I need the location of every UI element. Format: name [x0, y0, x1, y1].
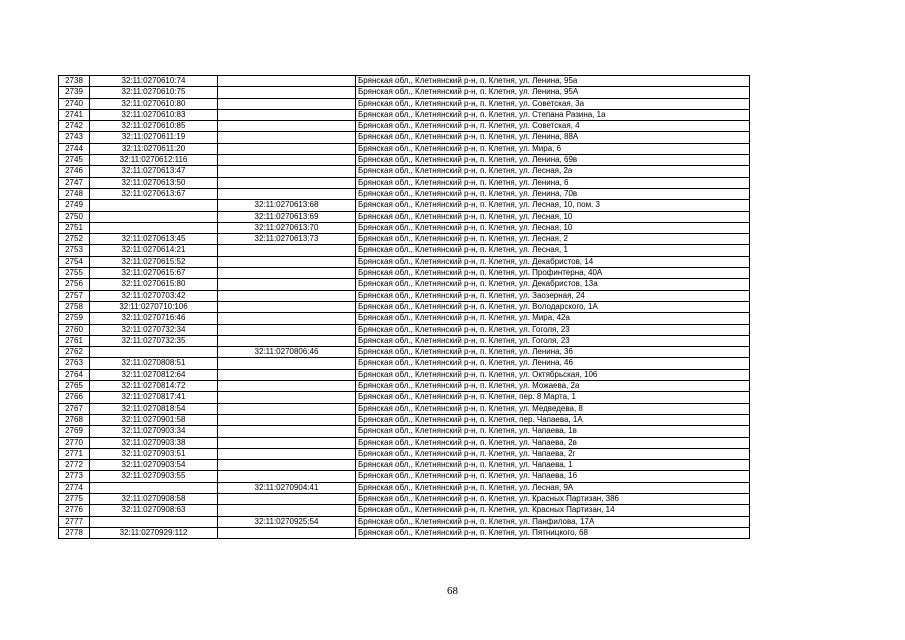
parent-cadastral-number-cell [218, 426, 356, 437]
parent-cadastral-number-cell [218, 87, 356, 98]
cadastral-number-cell: 32:11:0270615:80 [90, 279, 218, 290]
row-number-cell: 2747 [59, 177, 90, 188]
parent-cadastral-number-cell: 32:11:0270613:70 [218, 222, 356, 233]
row-number-cell: 2755 [59, 268, 90, 279]
cadastral-number-cell: 32:11:0270611:19 [90, 132, 218, 143]
cadastral-number-cell: 32:11:0270732:34 [90, 324, 218, 335]
parent-cadastral-number-cell [218, 143, 356, 154]
parent-cadastral-number-cell: 32:11:0270806:46 [218, 347, 356, 358]
cadastral-number-cell: 32:11:0270710:106 [90, 301, 218, 312]
cadastral-number-cell: 32:11:0270814:72 [90, 381, 218, 392]
table-row [59, 505, 750, 516]
table-row [59, 437, 750, 448]
address-cell: Брянская обл., Клетнянский р-н, п. Клетня, ул. Ленина, 88А [356, 132, 750, 143]
address-cell: Брянская обл., Клетнянский р-н, п. Клетня, ул. Можаева, 2а [356, 381, 750, 392]
cadastral-number-cell: 32:11:0270903:54 [90, 460, 218, 471]
row-number-cell: 2775 [59, 493, 90, 504]
cadastral-number-cell: 32:11:0270903:51 [90, 448, 218, 459]
address-cell: Брянская обл., Клетнянский р-н, п. Клетня, ул. Лесная, 10 [356, 222, 750, 233]
parent-cadastral-number-cell [218, 290, 356, 301]
table-row [59, 392, 750, 403]
row-number-cell: 2764 [59, 369, 90, 380]
cadastral-number-cell: 32:11:0270610:80 [90, 98, 218, 109]
address-cell: Брянская обл., Клетнянский р-н, п. Клетня, ул. Гоголя, 23 [356, 335, 750, 346]
table-row [59, 347, 750, 358]
row-number-cell: 2754 [59, 256, 90, 267]
table-row [59, 290, 750, 301]
row-number-cell: 2776 [59, 505, 90, 516]
row-number-cell: 2748 [59, 188, 90, 199]
address-cell: Брянская обл., Клетнянский р-н, п. Клетня, ул. Декабристов, 13а [356, 279, 750, 290]
table-body [59, 76, 750, 539]
cadastral-number-cell: 32:11:0270903:38 [90, 437, 218, 448]
table-row [59, 324, 750, 335]
address-cell: Брянская обл., Клетнянский р-н, п. Клетня, ул. Мира, 6 [356, 143, 750, 154]
table-row [59, 313, 750, 324]
row-number-cell: 2763 [59, 358, 90, 369]
parent-cadastral-number-cell [218, 279, 356, 290]
address-cell: Брянская обл., Клетнянский р-н, п. Клетня, ул. Ленина, 69в [356, 155, 750, 166]
row-number-cell: 2753 [59, 245, 90, 256]
parent-cadastral-number-cell [218, 448, 356, 459]
cadastral-number-cell: 32:11:0270610:74 [90, 76, 218, 87]
cadastral-number-cell: 32:11:0270703:42 [90, 290, 218, 301]
table-row [59, 109, 750, 120]
address-cell: Брянская обл., Клетнянский р-н, п. Клетня, ул. Гоголя, 23 [356, 324, 750, 335]
parent-cadastral-number-cell: 32:11:0270613:69 [218, 211, 356, 222]
cadastral-number-cell [90, 200, 218, 211]
address-cell: Брянская обл., Клетнянский р-н, п. Клетня, ул. Декабристов, 14 [356, 256, 750, 267]
row-number-cell: 2777 [59, 516, 90, 527]
table-row [59, 121, 750, 132]
table-row [59, 143, 750, 154]
address-cell: Брянская обл., Клетнянский р-н, п. Клетня, пер. 8 Марта, 1 [356, 392, 750, 403]
address-cell: Брянская обл., Клетнянский р-н, п. Клетня, ул. Чапаева, 1в [356, 426, 750, 437]
table-row [59, 493, 750, 504]
parent-cadastral-number-cell [218, 98, 356, 109]
address-cell: Брянская обл., Клетнянский р-н, п. Клетня, ул. Лесная, 2 [356, 234, 750, 245]
row-number-cell: 2759 [59, 313, 90, 324]
row-number-cell: 2751 [59, 222, 90, 233]
row-number-cell: 2772 [59, 460, 90, 471]
parent-cadastral-number-cell [218, 188, 356, 199]
address-cell: Брянская обл., Клетнянский р-н, п. Клетня, ул. Панфилова, 17А [356, 516, 750, 527]
table-row [59, 177, 750, 188]
row-number-cell: 2771 [59, 448, 90, 459]
address-cell: Брянская обл., Клетнянский р-н, п. Клетня, ул. Красных Партизан, 386 [356, 493, 750, 504]
parent-cadastral-number-cell [218, 313, 356, 324]
address-cell: Брянская обл., Клетнянский р-н, п. Клетня, ул. Чапаева, 2в [356, 437, 750, 448]
table-row [59, 403, 750, 414]
row-number-cell: 2743 [59, 132, 90, 143]
parent-cadastral-number-cell [218, 403, 356, 414]
cadastral-number-cell: 32:11:0270818:54 [90, 403, 218, 414]
parent-cadastral-number-cell: 32:11:0270904:41 [218, 482, 356, 493]
cadastral-number-cell [90, 347, 218, 358]
table-row [59, 155, 750, 166]
cadastral-number-cell [90, 482, 218, 493]
parent-cadastral-number-cell [218, 301, 356, 312]
row-number-cell: 2761 [59, 335, 90, 346]
cadastral-number-cell: 32:11:0270610:75 [90, 87, 218, 98]
parent-cadastral-number-cell: 32:11:0270613:68 [218, 200, 356, 211]
parent-cadastral-number-cell [218, 245, 356, 256]
table-row [59, 234, 750, 245]
address-cell: Брянская обл., Клетнянский р-н, п. Клетня, ул. Лесная, 2а [356, 166, 750, 177]
cadastral-number-cell: 32:11:0270611:20 [90, 143, 218, 154]
row-number-cell: 2758 [59, 301, 90, 312]
address-cell: Брянская обл., Клетнянский р-н, п. Клетня, ул. Ленина, 70в [356, 188, 750, 199]
address-cell: Брянская обл., Клетнянский р-н, п. Клетня, ул. Володарского, 1А [356, 301, 750, 312]
address-cell: Брянская обл., Клетнянский р-н, п. Клетня, ул. Чапаева, 1 [356, 460, 750, 471]
row-number-cell: 2746 [59, 166, 90, 177]
row-number-cell: 2752 [59, 234, 90, 245]
parent-cadastral-number-cell [218, 256, 356, 267]
address-cell: Брянская обл., Клетнянский р-н, п. Клетня, ул. Красных Партизан, 14 [356, 505, 750, 516]
table-row [59, 516, 750, 527]
table-row [59, 256, 750, 267]
address-cell: Брянская обл., Клетнянский р-н, п. Клетня, ул. Лесная, 10, пом. 3 [356, 200, 750, 211]
address-cell: Брянская обл., Клетнянский р-н, п. Клетня, ул. Медведева, 8 [356, 403, 750, 414]
table-row [59, 279, 750, 290]
address-cell: Брянская обл., Клетнянский р-н, п. Клетня, ул. Октябрьская, 106 [356, 369, 750, 380]
address-cell: Брянская обл., Клетнянский р-н, п. Клетня, ул. Лесная, 9А [356, 482, 750, 493]
cadastral-number-cell [90, 222, 218, 233]
cadastral-number-cell: 32:11:0270903:34 [90, 426, 218, 437]
row-number-cell: 2740 [59, 98, 90, 109]
parent-cadastral-number-cell [218, 381, 356, 392]
parent-cadastral-number-cell [218, 437, 356, 448]
row-number-cell: 2757 [59, 290, 90, 301]
cadastral-number-cell: 32:11:0270612:116 [90, 155, 218, 166]
parent-cadastral-number-cell [218, 268, 356, 279]
parent-cadastral-number-cell [218, 460, 356, 471]
cadastral-table [58, 75, 750, 539]
cadastral-number-cell [90, 211, 218, 222]
table-row [59, 358, 750, 369]
parent-cadastral-number-cell: 32:11:0270613:73 [218, 234, 356, 245]
cadastral-number-cell [90, 516, 218, 527]
table-row [59, 98, 750, 109]
address-cell: Брянская обл., Клетнянский р-н, п. Клетня, ул. Степана Разина, 1а [356, 109, 750, 120]
table-row [59, 369, 750, 380]
cadastral-number-cell: 32:11:0270908:58 [90, 493, 218, 504]
table-row [59, 471, 750, 482]
row-number-cell: 2778 [59, 527, 90, 538]
address-cell: Брянская обл., Клетнянский р-н, п. Клетня, ул. Лесная, 10 [356, 211, 750, 222]
table-row [59, 222, 750, 233]
row-number-cell: 2745 [59, 155, 90, 166]
row-number-cell: 2738 [59, 76, 90, 87]
cadastral-number-cell: 32:11:0270716:46 [90, 313, 218, 324]
cadastral-number-cell: 32:11:0270901:58 [90, 414, 218, 425]
address-cell: Брянская обл., Клетнянский р-н, п. Клетня, ул. Чапаева, 16 [356, 471, 750, 482]
parent-cadastral-number-cell [218, 121, 356, 132]
table-row [59, 87, 750, 98]
table-row [59, 426, 750, 437]
address-cell: Брянская обл., Клетнянский р-н, п. Клетня, ул. Заозерная, 24 [356, 290, 750, 301]
cadastral-number-cell: 32:11:0270615:67 [90, 268, 218, 279]
address-cell: Брянская обл., Клетнянский р-н, п. Клетня, ул. Советская, 4 [356, 121, 750, 132]
address-cell: Брянская обл., Клетнянский р-н, п. Клетня, ул. Пятницкого, 68 [356, 527, 750, 538]
table-row [59, 268, 750, 279]
row-number-cell: 2744 [59, 143, 90, 154]
address-cell: Брянская обл., Клетнянский р-н, п. Клетня, ул. Мира, 42а [356, 313, 750, 324]
parent-cadastral-number-cell [218, 358, 356, 369]
parent-cadastral-number-cell [218, 155, 356, 166]
parent-cadastral-number-cell [218, 166, 356, 177]
row-number-cell: 2768 [59, 414, 90, 425]
parent-cadastral-number-cell [218, 109, 356, 120]
cadastral-number-cell: 32:11:0270613:47 [90, 166, 218, 177]
parent-cadastral-number-cell [218, 471, 356, 482]
table-row [59, 527, 750, 538]
cadastral-number-cell: 32:11:0270613:45 [90, 234, 218, 245]
cadastral-number-cell: 32:11:0270908:63 [90, 505, 218, 516]
table-row [59, 76, 750, 87]
table-row [59, 414, 750, 425]
row-number-cell: 2749 [59, 200, 90, 211]
table-row [59, 301, 750, 312]
table-row [59, 245, 750, 256]
cadastral-number-cell: 32:11:0270929:112 [90, 527, 218, 538]
parent-cadastral-number-cell [218, 132, 356, 143]
row-number-cell: 2756 [59, 279, 90, 290]
table-row [59, 482, 750, 493]
parent-cadastral-number-cell [218, 76, 356, 87]
row-number-cell: 2762 [59, 347, 90, 358]
parent-cadastral-number-cell [218, 369, 356, 380]
table-row [59, 200, 750, 211]
table-row [59, 448, 750, 459]
cadastral-number-cell: 32:11:0270903:55 [90, 471, 218, 482]
row-number-cell: 2760 [59, 324, 90, 335]
table-row [59, 188, 750, 199]
parent-cadastral-number-cell [218, 493, 356, 504]
table-row [59, 381, 750, 392]
address-cell: Брянская обл., Клетнянский р-н, п. Клетня, ул. Чапаева, 2г [356, 448, 750, 459]
row-number-cell: 2739 [59, 87, 90, 98]
cadastral-number-cell: 32:11:0270732:35 [90, 335, 218, 346]
row-number-cell: 2766 [59, 392, 90, 403]
address-cell: Брянская обл., Клетнянский р-н, п. Клетня, ул. Ленина, 36 [356, 347, 750, 358]
table-row [59, 460, 750, 471]
parent-cadastral-number-cell [218, 392, 356, 403]
row-number-cell: 2741 [59, 109, 90, 120]
address-cell: Брянская обл., Клетнянский р-н, п. Клетня, ул. Профинтерна, 40А [356, 268, 750, 279]
row-number-cell: 2774 [59, 482, 90, 493]
cadastral-number-cell: 32:11:0270817:41 [90, 392, 218, 403]
cadastral-number-cell: 32:11:0270614:21 [90, 245, 218, 256]
address-cell: Брянская обл., Клетнянский р-н, п. Клетня, ул. Ленина, 95а [356, 76, 750, 87]
address-cell: Брянская обл., Клетнянский р-н, п. Клетня, ул. Ленина, 46 [356, 358, 750, 369]
cadastral-number-cell: 32:11:0270615:52 [90, 256, 218, 267]
table-row [59, 335, 750, 346]
parent-cadastral-number-cell [218, 335, 356, 346]
cadastral-number-cell: 32:11:0270613:50 [90, 177, 218, 188]
row-number-cell: 2742 [59, 121, 90, 132]
row-number-cell: 2767 [59, 403, 90, 414]
parent-cadastral-number-cell [218, 527, 356, 538]
address-cell: Брянская обл., Клетнянский р-н, п. Клетня, ул. Ленина, 6 [356, 177, 750, 188]
page-number: 68 [447, 585, 458, 597]
parent-cadastral-number-cell: 32:11:0270925:54 [218, 516, 356, 527]
row-number-cell: 2769 [59, 426, 90, 437]
row-number-cell: 2750 [59, 211, 90, 222]
row-number-cell: 2765 [59, 381, 90, 392]
cadastral-number-cell: 32:11:0270610:85 [90, 121, 218, 132]
row-number-cell: 2770 [59, 437, 90, 448]
parent-cadastral-number-cell [218, 505, 356, 516]
table-row [59, 166, 750, 177]
cadastral-number-cell: 32:11:0270613:67 [90, 188, 218, 199]
address-cell: Брянская обл., Клетнянский р-н, п. Клетня, ул. Советская, 3а [356, 98, 750, 109]
address-cell: Брянская обл., Клетнянский р-н, п. Клетня, пер. Чапаева, 1А [356, 414, 750, 425]
parent-cadastral-number-cell [218, 177, 356, 188]
row-number-cell: 2773 [59, 471, 90, 482]
table-row [59, 211, 750, 222]
table-row [59, 132, 750, 143]
cadastral-number-cell: 32:11:0270808:51 [90, 358, 218, 369]
parent-cadastral-number-cell [218, 324, 356, 335]
parent-cadastral-number-cell [218, 414, 356, 425]
address-cell: Брянская обл., Клетнянский р-н, п. Клетня, ул. Лесная, 1 [356, 245, 750, 256]
cadastral-number-cell: 32:11:0270812:64 [90, 369, 218, 380]
address-cell: Брянская обл., Клетнянский р-н, п. Клетня, ул. Ленина, 95А [356, 87, 750, 98]
cadastral-number-cell: 32:11:0270610:83 [90, 109, 218, 120]
